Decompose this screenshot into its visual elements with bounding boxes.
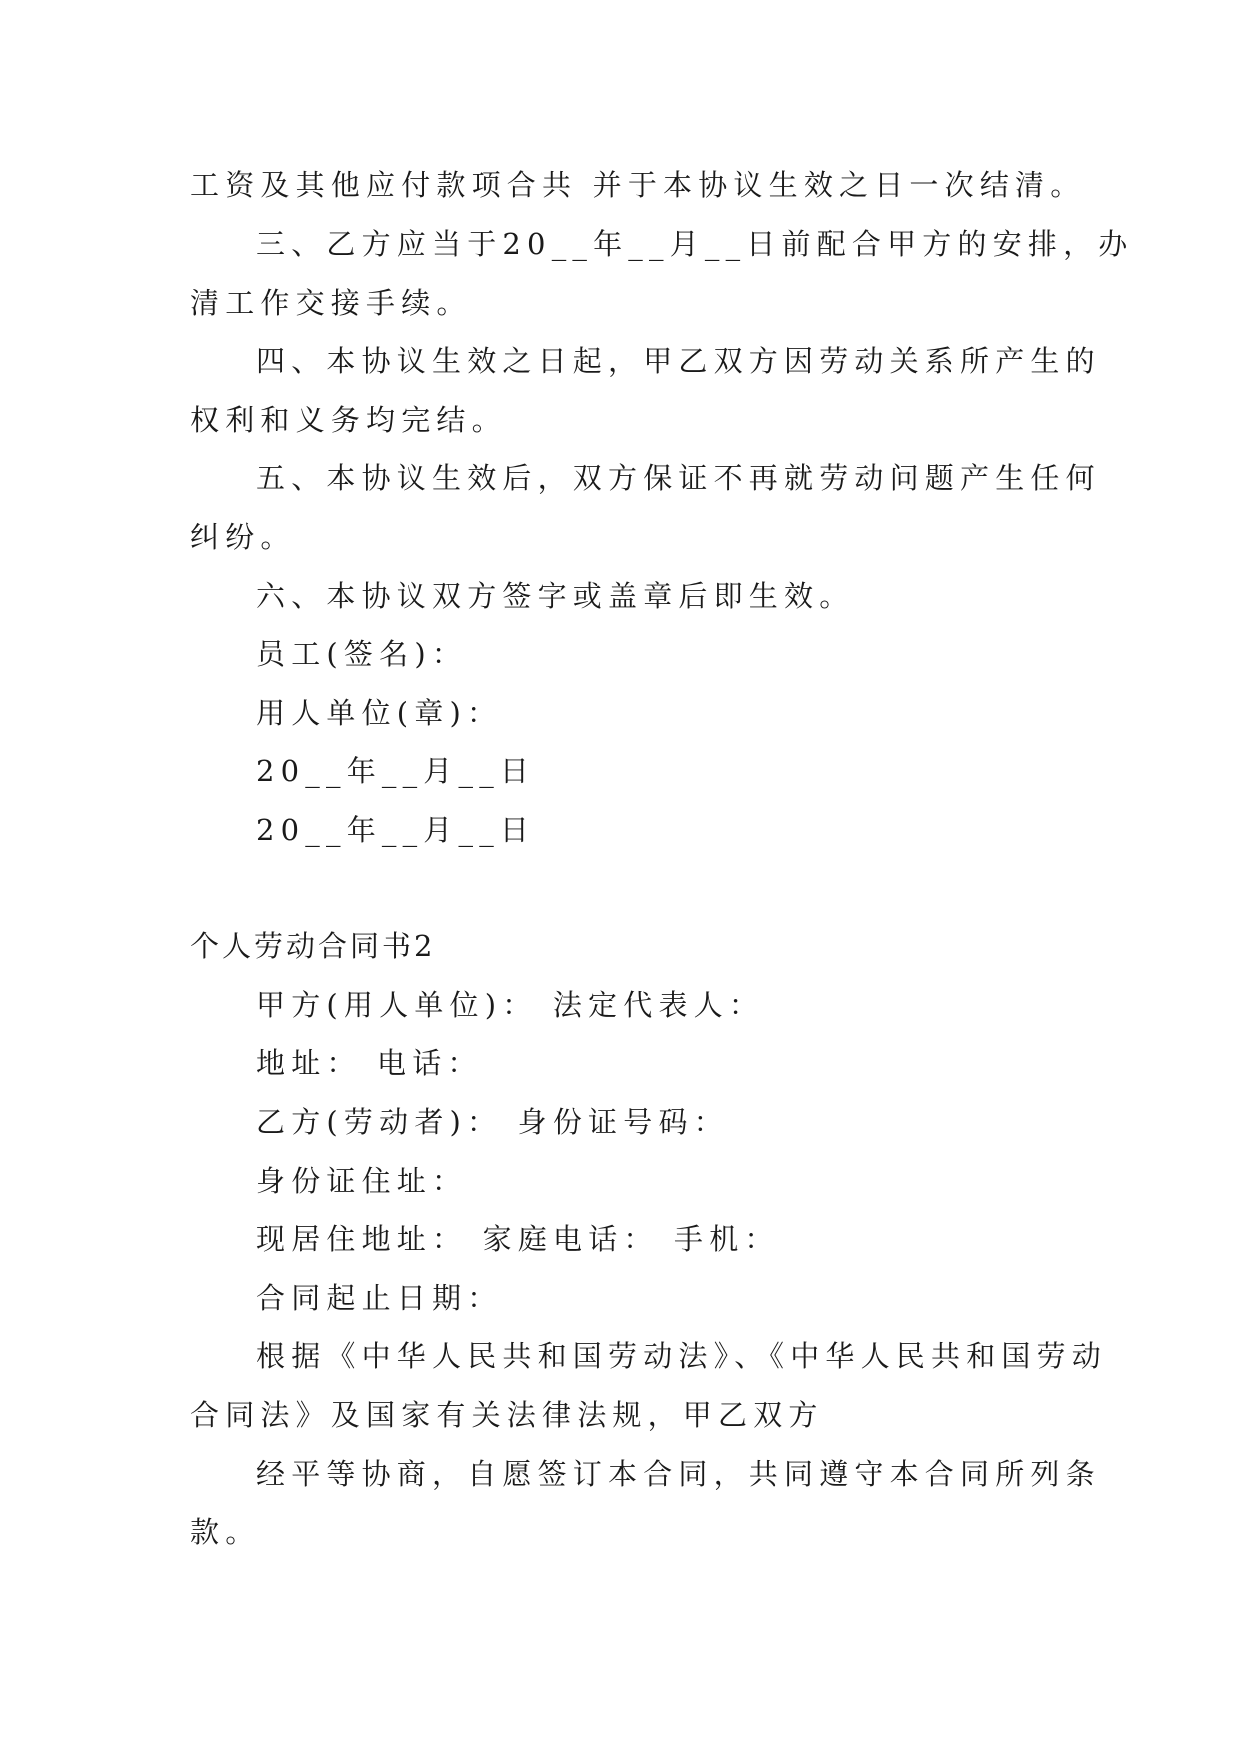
clause-six: 六、本协议双方签字或盖章后即生效。 [256, 579, 855, 613]
party-b-line: 乙方(劳动者)： 身份证号码： [256, 1105, 729, 1139]
section-title: 个人劳动合同书2 [190, 929, 436, 963]
text-line: 权利和义务均完结。 [190, 403, 507, 437]
address-phone-line: 地址： 电话： [256, 1046, 483, 1080]
date-line: 20__年__月__日 [256, 754, 536, 788]
legal-basis-line: 根据《中华人民共和国劳动法》、《中华人民共和国劳动 [256, 1339, 1108, 1373]
party-a-line: 甲方(用人单位)： 法定代表人： [256, 988, 765, 1022]
date-line: 20__年__月__日 [256, 813, 536, 847]
employer-seal-label: 用人单位(章)： [256, 696, 503, 730]
employee-signature-label: 员工(签名)： [256, 637, 468, 671]
agreement-line: 经平等协商，自愿签订本合同，共同遵守本合同所列条 [256, 1457, 1101, 1491]
id-address-line: 身份证住址： [256, 1164, 468, 1198]
text-line: 纠纷。 [190, 520, 296, 554]
residence-line: 现居住地址： 家庭电话： 手机： [256, 1222, 780, 1256]
contract-period-line: 合同起止日期： [256, 1281, 503, 1315]
clause-three: 三、乙方应当于20__年__月__日前配合甲方的安排，办 [256, 227, 1134, 261]
clause-five: 五、本协议生效后，双方保证不再就劳动问题产生任何 [256, 461, 1101, 495]
text-line: 款。 [190, 1515, 261, 1549]
text-line: 清工作交接手续。 [190, 286, 472, 320]
text-line: 合同法》及国家有关法律法规，甲乙双方 [190, 1398, 824, 1432]
text-line: 工资及其他应付款项合共 并于本协议生效之日一次结清。 [190, 168, 1086, 202]
clause-four: 四、本协议生效之日起，甲乙双方因劳动关系所产生的 [256, 344, 1101, 378]
